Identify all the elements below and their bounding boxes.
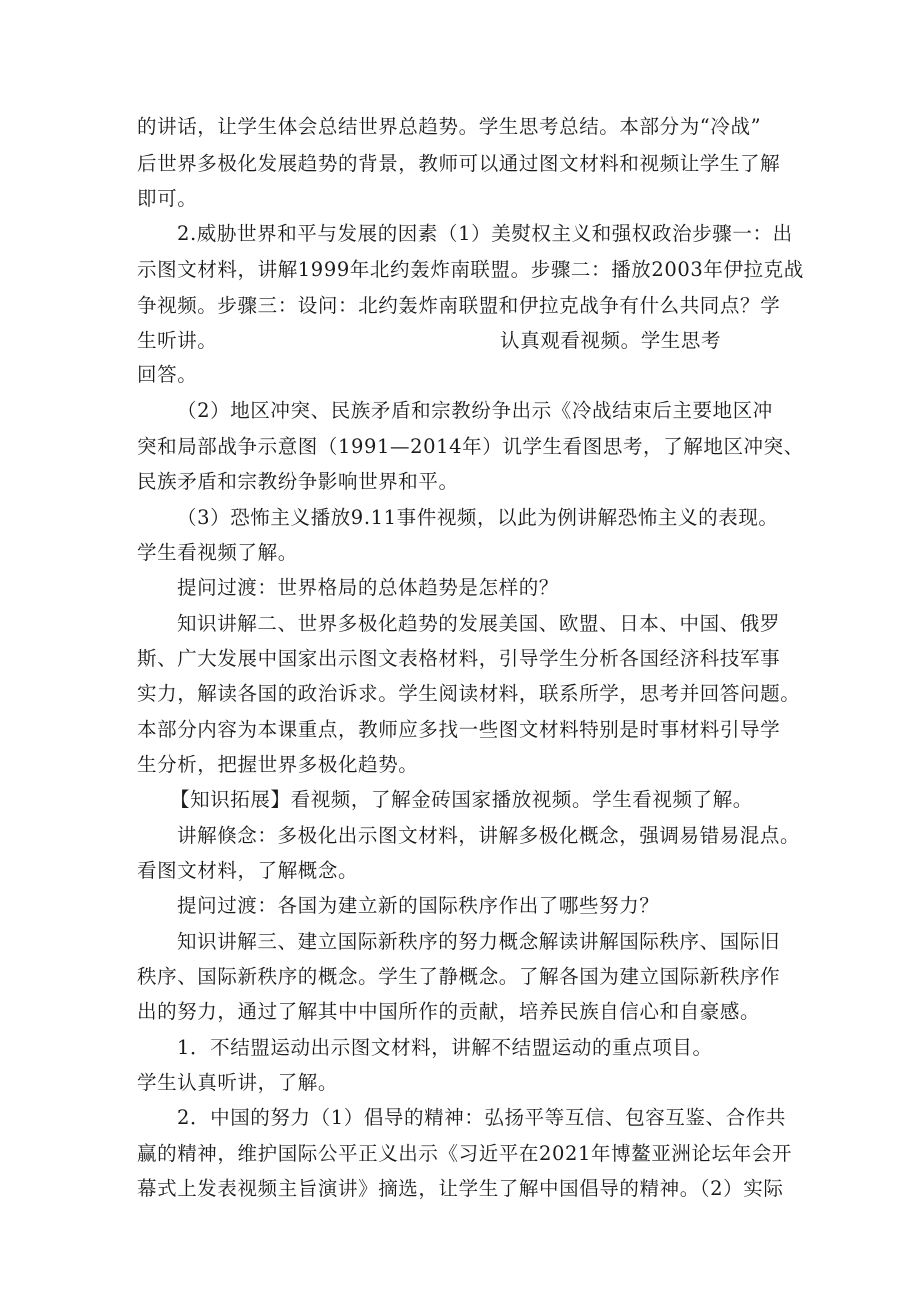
text-line: 出的努力，通过了解其中中国所作的贡献，培养民族自信心和自豪感。: [137, 1000, 761, 1023]
text-line: 2.威胁世界和平与发展的因素（1）美熨权主义和强权政治步骤一：出: [177, 222, 793, 245]
text-line: 即可。: [137, 187, 198, 210]
text-line: 学生认真听讲，了解。: [137, 1071, 339, 1094]
text-line: 赢的精神，维护国际公平正义出示《习近平在2021年博鳌亚洲论坛年会开: [137, 1142, 793, 1165]
text-line: 后世界多极化发展趋势的背景，教师可以通过图文材料和视频让学生了解: [137, 152, 781, 175]
text-line: 提问过渡：各国为建立新的国际秩序作出了哪些努力？: [177, 894, 660, 917]
text-line: 斯、广大发展中国家出示图文表格材料，引导学生分析各国经济科技军事: [137, 647, 781, 670]
text-line: 争视频。步骤三：设问：北约轰炸南联盟和伊拉克战争有什么共同点？学: [137, 294, 781, 317]
text-line: （2）地区冲突、民族矛盾和宗教纷争出示《冷战结束后主要地区冲: [177, 399, 773, 422]
text-line: 幕式上发表视频主旨演讲》摘选，让学生了解中国倡导的精神。（2）实际: [137, 1177, 784, 1200]
text-line: 讲解倏念：多极化出示图文材料，讲解多极化概念，强调易错易混点。: [177, 824, 801, 847]
text-line: 生听讲。: [137, 329, 218, 352]
text-line: 本部分内容为本课重点，教师应多找一些图文材料特别是时事材料引导学: [137, 718, 781, 741]
text-line: 认真观看视频。学生思考: [500, 329, 722, 352]
text-line: 学生看视频了解。: [137, 541, 298, 564]
text-line: 生分析，把握世界多极化趋势。: [137, 753, 419, 776]
text-line: 提问过渡：世界格局的总体趋势是怎样的？: [177, 576, 559, 599]
text-line: 回答。: [137, 363, 198, 386]
text-line: 看图文材料，了解概念。: [137, 859, 359, 882]
text-line: 【知识拓展】看视频，了解金砖国家播放视频。学生看视频了解。: [170, 788, 753, 811]
text-line: 知识讲解三、建立国际新秩序的努力概念解读讲解国际秩序、国际旧: [177, 930, 781, 953]
text-line: （3）恐怖主义播放9.11事件视频，以此为例讲解恐怖主义的表现。: [177, 506, 779, 529]
text-line: 的讲话，让学生体会总结世界总趋势。学生思考总结。本部分为“冷战”: [137, 115, 762, 138]
text-line: 1．不结盟运动出示图文材料，讲解不结盟运动的重点项目。: [177, 1036, 713, 1059]
text-line: 2．中国的努力（1）倡导的精神：弘扬平等互信、包容互鉴、合作共: [177, 1106, 786, 1129]
text-line: 知识讲解二、世界多极化趋势的发展美国、欧盟、日本、中国、俄罗: [177, 612, 781, 635]
text-line: 秩序、国际新秩序的概念。学生了静概念。了解各国为建立国际新秩序作: [137, 965, 781, 988]
text-line: 民族矛盾和宗教纷争影响世界和平。: [137, 470, 459, 493]
text-line: 示图文材料，讲解1999年北约轰炸南联盟。步骤二：播放2003年伊拉克战: [137, 258, 804, 281]
text-line: 实力，解读各国的政治诉求。学生阅读材料，联系所学，思考并回答问题。: [137, 682, 801, 705]
text-line: 突和局部战争示意图（1991—2014年）讥学生看图思考，了解地区冲突、: [137, 435, 804, 458]
